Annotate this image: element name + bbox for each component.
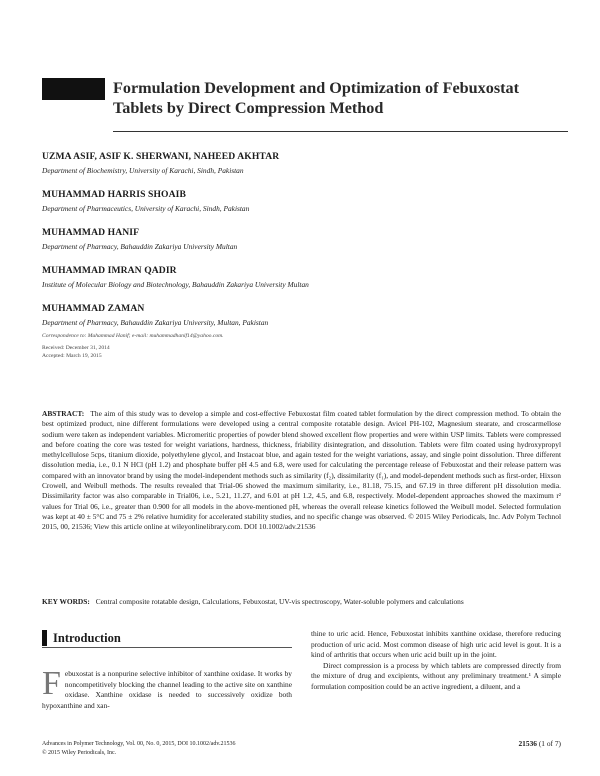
author-group bbox=[42, 227, 562, 253]
author-affiliation: Department of Pharmacy, Bahauddin Zakariya University, Multan, Pakistan bbox=[42, 318, 269, 327]
abstract-label: ABSTRACT: bbox=[42, 409, 85, 418]
page-of-total: (1 of 7) bbox=[538, 739, 561, 748]
author-affiliation: Department of Biochemistry, University of Karachi, Sindh, Pakistan bbox=[42, 166, 244, 175]
abstract bbox=[42, 409, 561, 533]
accepted-date: Accepted: March 19, 2015 bbox=[42, 353, 102, 359]
footer-journal: Advances in Polymer Technology, Vol. 00, No. 0, 2015, DOI 10.1002/adv.21536 bbox=[42, 741, 236, 747]
author-list bbox=[42, 151, 562, 360]
author-group bbox=[42, 265, 562, 291]
intro-paragraph: Direct compression is a process by which tablets are compressed directly from the mixture of drug and excipients, without any preliminary treatment.¹ A simple formulation composition could be an active ingredient, a diluent, and a bbox=[311, 660, 561, 691]
footer-copyright: © 2015 Wiley Periodicals, Inc. bbox=[42, 749, 117, 756]
drop-cap: F bbox=[42, 665, 61, 702]
correspondence: Correspondence to: Muhammad Hanif; e-mail: muhammadhanif14@yahoo.com. bbox=[42, 333, 224, 339]
author-names: MUHAMMAD ZAMAN bbox=[42, 303, 145, 314]
author-group bbox=[42, 189, 562, 215]
section-title: Introduction bbox=[53, 631, 121, 645]
author-names: MUHAMMAD HANIF bbox=[42, 227, 140, 238]
article-number: 21536 bbox=[518, 739, 537, 748]
page-number bbox=[518, 740, 561, 749]
author-names: MUHAMMAD IMRAN QADIR bbox=[42, 265, 177, 276]
title-marker-bar bbox=[42, 78, 105, 100]
intro-right-column bbox=[311, 629, 561, 693]
footer-citation bbox=[42, 740, 235, 757]
intro-left-column bbox=[42, 665, 292, 711]
article-title: Formulation Development and Optimization of Febuxostat Tablets by Direct Compression Method bbox=[113, 79, 520, 117]
keywords-label: KEY WORDS: bbox=[42, 597, 90, 606]
author-names: UZMA ASIF, ASIF K. SHERWANI, NAHEED AKHTAR bbox=[42, 151, 280, 162]
section-heading bbox=[42, 629, 292, 648]
title-rule bbox=[113, 131, 568, 132]
received-date: Received: December 31, 2014 bbox=[42, 345, 110, 351]
abstract-text: The aim of this study was to develop a simple and cost-effective Febuxostat film coated tablet formulation by the direct compression method. To obtain the best optimized product, nine different formulations were developed using a central composite rotatable design. Avicel PH-102, Magnesium stearate, and croscarmellose sodium were taken as independent variables. Micromeritic properties of powder blend showed excellent flow properties and were within USP limits. Tablets were compressed and before coating the core was tested for weight variations, hardness, thickness, friability disintegration, and dissolution. Tablets were film coated using hydroxypropyl methylcellulose 5cps, titanium dioxide, polyethylene glycol, and Instacoat blue, and again tested for the weight variations, assay, and single point dissolution. Three different dissolution media, i.e., 0.1 N HCl (pH 1.2) and phosphate buffer pH 4.5 and 6.8, were used for calculating the percentage release of Febuxostat and their release pattern was compared with an innovator brand by using the model-independent methods such as similarity (f₂), dissimilarity (f₁), and model-dependent methods such as first-order, Hixson Crowell, and Weibull methods. The results revealed that Trial-06 showed the maximum similarity, i.e., 81.18, 75.15, and 67.19 in three different pH dissolution media. Dissimilarity factor was also comparable in Trial06, i.e., 5.21, 11.27, and 6.01 at pH 1.2, 4.5, and 6.8, respectively. Model-dependent approaches showed the maximum r² values for Trial 06, i.e., greater than 0.900 for all models in the above-mentioned pH, whereas the overall release kinetics followed the Weibull model. Selected formulation was kept at 40 ± 5°C and 75 ± 2% relative humidity for accelerated stability studies, and no specific change was observed. © 2015 Wiley Periodicals, Inc. Adv Polym Technol 2015, 00, 21536; View this article online at wileyonlinelibrary.com. DOI 10.1002/adv.21536 bbox=[42, 409, 561, 532]
author-affiliation: Department of Pharmacy, Bahauddin Zakariya University Multan bbox=[42, 242, 238, 251]
author-group bbox=[42, 151, 562, 177]
section-marker-bar bbox=[42, 630, 47, 646]
author-affiliation: Department of Pharmaceutics, University of Karachi, Sindh, Pakistan bbox=[42, 204, 250, 213]
keywords-text: Central composite rotatable design, Calculations, Febuxostat, UV-vis spectroscopy, Water-soluble polymers and calculations bbox=[95, 597, 464, 606]
author-affiliation: Institute of Molecular Biology and Biotechnology, Bahauddin Zakariya University Multan bbox=[42, 280, 309, 289]
intro-paragraph: thine to uric acid. Hence, Febuxostat inhibits xanthine oxidase, therefore reducing production of uric acid. Most common disease of high uric acid level is gout. It is a kind of arthritis that occurs when uric acid built up in the joint. bbox=[311, 629, 561, 660]
author-group bbox=[42, 303, 562, 329]
keywords bbox=[42, 597, 561, 607]
intro-paragraph: ebuxostat is a nonpurine selective inhibitor of xanthine oxidase. It works by noncompetitively blocking the channel leading to the active site on xanthine oxidase. Xanthine oxidase is needed to successively oxidize both hypoxanthine and xan- bbox=[42, 669, 292, 710]
author-names: MUHAMMAD HARRIS SHOAIB bbox=[42, 189, 186, 200]
